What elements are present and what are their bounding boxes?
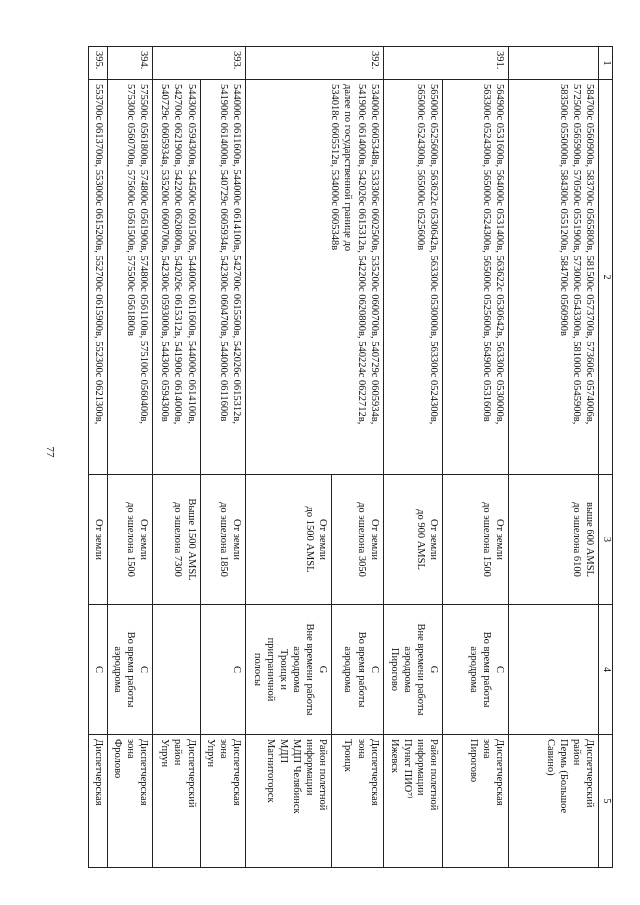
table-row	[332, 47, 383, 868]
row-number	[509, 47, 599, 80]
height-cell: Выше 1500 AMSL до эшелона 7300	[153, 475, 200, 605]
coordinates-cell: 544300с 0594300в, 544500с 0601500в, 544000с 0611600в, 544000с 0614100в, 542700с 0621900в, 542200с 0620800в, 542026с 0615312в, 541900с 0614000в, 540729с 0605934в, 535200с 0600700в, 542300с 0593000в, 544300с 0594300в	[153, 80, 200, 475]
row-number: 395.	[89, 47, 108, 80]
zone-cell: Диспетчерский район Пермь (Большое Савино)	[509, 735, 599, 868]
class-cell: G Вне времени работы аэродрома Пирогово	[383, 605, 443, 735]
column-header-4: 4	[599, 605, 613, 735]
table-row	[383, 47, 443, 868]
table-row	[89, 47, 108, 868]
class-cell: G Вне времени работы аэродрома Троицк и приграничной полосы	[246, 605, 332, 735]
row-number: 392.	[246, 47, 383, 80]
airspace-table	[88, 46, 613, 868]
height-cell: От земли до эшелона 1850	[200, 475, 246, 605]
column-header-5: 5	[599, 735, 613, 868]
class-cell: C	[200, 605, 246, 735]
table-row	[153, 47, 200, 868]
table-row	[107, 47, 153, 868]
class-cell: C Во время работы аэродрома	[443, 605, 509, 735]
height-cell: От земли до 1500 AMSL	[246, 475, 332, 605]
column-header-1: 1	[599, 47, 613, 80]
zone-cell: Диспетчерский район Упрун	[153, 735, 200, 868]
height-cell: выше 600 AMSL до эшелона 6100	[509, 475, 599, 605]
coordinates-cell: 564900с 0531600в, 564000с 0531400в, 563622с 0530642в, 563300с 0530000в, 563300с 0524300в, 565000с 0524300в, 565000с 0525600в, 564900с 0531600в	[443, 80, 509, 475]
page-number: 77	[44, 446, 56, 458]
zone-cell: Диспетчерская	[89, 735, 108, 868]
class-cell: C Во время работы аэродрома	[332, 605, 383, 735]
header-row	[599, 47, 613, 868]
row-number: 394.	[107, 47, 153, 80]
class-cell	[153, 605, 200, 735]
row-number: 393.	[153, 47, 246, 80]
coordinates-cell: 584700с 0560900в, 583700с 0565800в, 581500с 0573700в, 573606с 0574006в, 572500с 0565900в, 570500с 0551900в, 573000с 0543300в, 581000с 0545900в, 583500с 0550000в, 584300с 0551200в, 584700с 0560900в	[509, 80, 599, 475]
class-cell: C	[89, 605, 108, 735]
zone-cell: Диспетчерская зона Упрун	[200, 735, 246, 868]
column-header-2: 2	[599, 80, 613, 475]
zone-cell: Район полетной информации Пункт ПИО⁷⁾ Ижевск	[383, 735, 443, 868]
height-cell: От земли до эшелона 1500	[443, 475, 509, 605]
height-cell: От земли до 900 AMSL	[383, 475, 443, 605]
zone-cell: Диспетчерская зона Пирогово	[443, 735, 509, 868]
rotated-page-inner	[88, 46, 613, 867]
zone-cell: Диспетчерская зона Троицк	[332, 735, 383, 868]
height-cell: От земли	[89, 475, 108, 605]
table-row	[200, 47, 246, 868]
coordinates-cell: 565000с 0525600в, 563622с 0530642в, 563300с 0530000в, 563300с 0524300в, 565000с 0524300в, 565000с 0525600в	[383, 80, 443, 475]
rotated-page	[88, 46, 613, 867]
coordinates-cell: 534000с 0605348в, 533306с 0602500в, 535200с 0600700в, 540729с 0605934в, 541900с 0614000в, 542026с 0615312в, 542200с 0620800в, 540224с 0622712в, далее по государственной границе до 534018с 0605512в, 534000с 0605348в	[246, 80, 383, 475]
column-header-3: 3	[599, 475, 613, 605]
height-cell: От земли до эшелона 1500	[107, 475, 153, 605]
zone-cell: Диспетчерская зона Фролово	[107, 735, 153, 868]
row-number: 391.	[383, 47, 508, 80]
coordinates-cell: 575500с 0561800в, 574800с 0561900в, 574800с 0561100в, 575100с 0560400в, 575300с 0560700в, 575600с 0561500в, 575500с 0561800в	[107, 80, 153, 475]
height-cell: От земли до эшелона 3050	[332, 475, 383, 605]
table-row	[509, 47, 599, 868]
table-row	[443, 47, 509, 868]
zone-cell: Район полетной информации МДП Челябинск МДП Магнитогорск	[246, 735, 332, 868]
coordinates-cell: 544000с 0611600в, 544000с 0614100в, 542700с 0615500в, 542026с 0615312в, 541900с 0614000в, 540729с 0605934в, 542300с 0604700в, 544000с 0611600в	[200, 80, 246, 475]
class-cell	[509, 605, 599, 735]
class-cell: C Во время работы аэродрома	[107, 605, 153, 735]
coordinates-cell: 553700с 0613700в, 553000с 0615200в, 552700с 0615900в, 552300с 0621300в,	[89, 80, 108, 475]
